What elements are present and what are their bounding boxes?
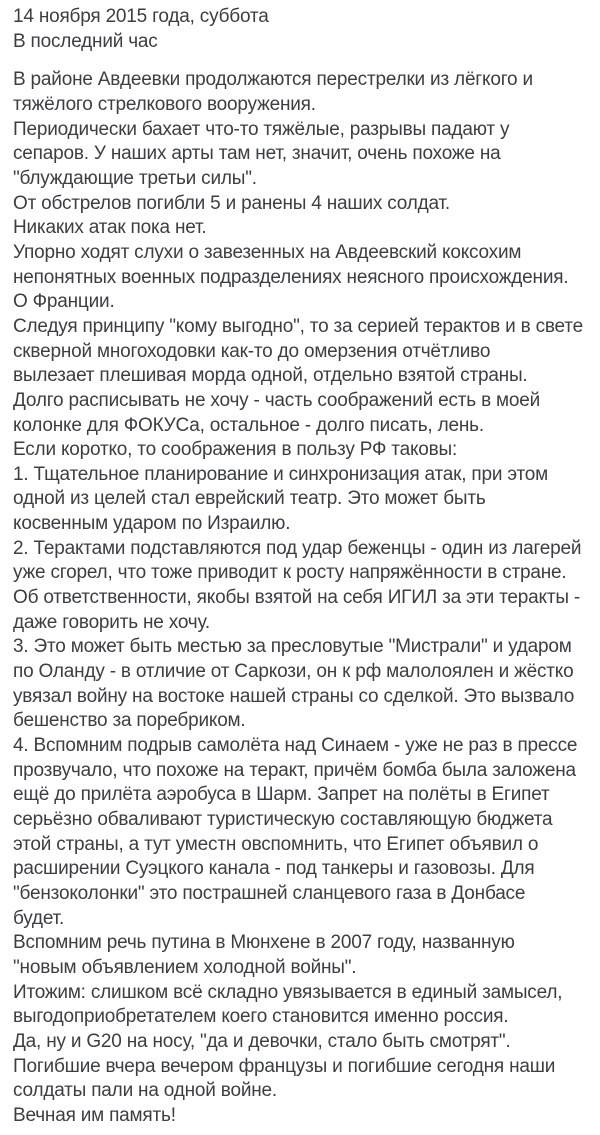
text-line: увязал войну на востоке нашей страны со сделкой. Это вызвало bbox=[13, 685, 575, 707]
text-line: В районе Авдеевки продолжаются перестрелки из лёгкого и bbox=[13, 69, 533, 91]
post-header bbox=[13, 5, 592, 54]
text-line: Если коротко, то соображения в пользу РФ таковы: bbox=[13, 439, 458, 461]
text-line: Да, ну и G20 на носу, "да и девочки, стало быть смотрят". bbox=[13, 1030, 511, 1052]
text-line: Никаких атак пока нет. bbox=[13, 217, 207, 239]
text-line: бешенство за поребриком. bbox=[13, 710, 246, 732]
text-line: "бензоколонки" это пострашней сланцевого газа в Донбасе bbox=[13, 882, 526, 904]
text-line: косвенным ударом по Израилю. bbox=[13, 513, 291, 535]
text-line: Упорно ходят слухи о завезенных на Авдеевский коксохим bbox=[13, 241, 522, 263]
text-line: выгодоприобретателем коего становится именно россия. bbox=[13, 1006, 509, 1028]
text-line: колонке для ФОКУСа, остальное - долго писать, лень. bbox=[13, 414, 484, 436]
text-line: этой страны, а тут уместн овспомнить, что Египет объявил о bbox=[13, 833, 539, 855]
text-line: От обстрелов погибли 5 и ранены 4 наших солдат. bbox=[13, 192, 450, 214]
text-line: ещё до прилёта аэробуса в Шарм. Запрет на полёты в Египет bbox=[13, 784, 550, 806]
text-line: Вечная им память! bbox=[13, 1104, 176, 1126]
text-line: сепаров. У наших арты там нет, значит, очень похоже на bbox=[13, 143, 501, 165]
post-date-line: 14 ноября 2015 года, суббота bbox=[13, 6, 269, 27]
text-line: "новым объявлением холодной войны". bbox=[13, 956, 357, 978]
text-line: 3. Это может быть местью за пресловутые "Мистрали" и ударом bbox=[13, 636, 572, 658]
text-line: Об ответственности, якобы взятой на себя ИГИЛ за эти теракты - bbox=[13, 587, 580, 609]
text-line: вылезает плешивая морда одной, отдельно взятой страны. bbox=[13, 365, 528, 387]
text-line: Следуя принципу "кому выгодно", то за серией терактов и в свете bbox=[13, 315, 583, 337]
text-line: Итожим: слишком всё складно увязывается в единый замысел, bbox=[13, 981, 563, 1003]
text-line: 2. Терактами подставляются под удар беженцы - один из лагерей bbox=[13, 537, 582, 559]
text-line: скверной многоходовки как-то до омерзения отчётливо bbox=[13, 340, 491, 362]
text-line: "блуждающие третьи силы". bbox=[13, 167, 257, 189]
text-line: уже сгорел, что тоже приводит к росту напряжённости в стране. bbox=[13, 562, 567, 584]
post-body bbox=[13, 68, 592, 1128]
text-line: 4. Вспомним подрыв самолёта над Синаем - уже не раз в прессе bbox=[13, 735, 578, 757]
text-line: будет. bbox=[13, 907, 65, 929]
text-line: О Франции. bbox=[13, 291, 115, 313]
text-line: солдаты пали на одной войне. bbox=[13, 1080, 277, 1102]
post-subtitle-line: В последний час bbox=[13, 30, 158, 52]
text-line: даже говорить не хочу. bbox=[13, 611, 210, 633]
text-line: непонятных военных подразделениях неясного происхождения. bbox=[13, 266, 569, 288]
text-line: прозвучало, что похоже на теракт, причём бомба была заложена bbox=[13, 759, 576, 781]
text-line: Вспомним речь путина в Мюнхене в 2007 году, названную bbox=[13, 932, 515, 954]
text-line: Долго расписывать не хочу - часть соображений есть в моей bbox=[13, 389, 541, 411]
text-line: Погибшие вчера вечером французы и погибшие сегодня наши bbox=[13, 1055, 556, 1077]
text-line: одной из целей стал еврейский театр. Это может быть bbox=[13, 488, 486, 510]
text-line: расширении Суэцкого канала - под танкеры и газовозы. Для bbox=[13, 858, 535, 880]
text-line: 1. Тщательное планирование и синхронизация атак, при этом bbox=[13, 463, 548, 485]
text-line: Периодически бахает что-то тяжёлые, разрывы падают у bbox=[13, 118, 510, 140]
text-line: по Оланду - в отличие от Саркози, он к рф малолоялен и жёстко bbox=[13, 661, 574, 683]
text-line: серьёзно обваливают туристическую составляющую бюджета bbox=[13, 809, 553, 830]
text-line: тяжёлого стрелкового вооружения. bbox=[13, 93, 316, 115]
